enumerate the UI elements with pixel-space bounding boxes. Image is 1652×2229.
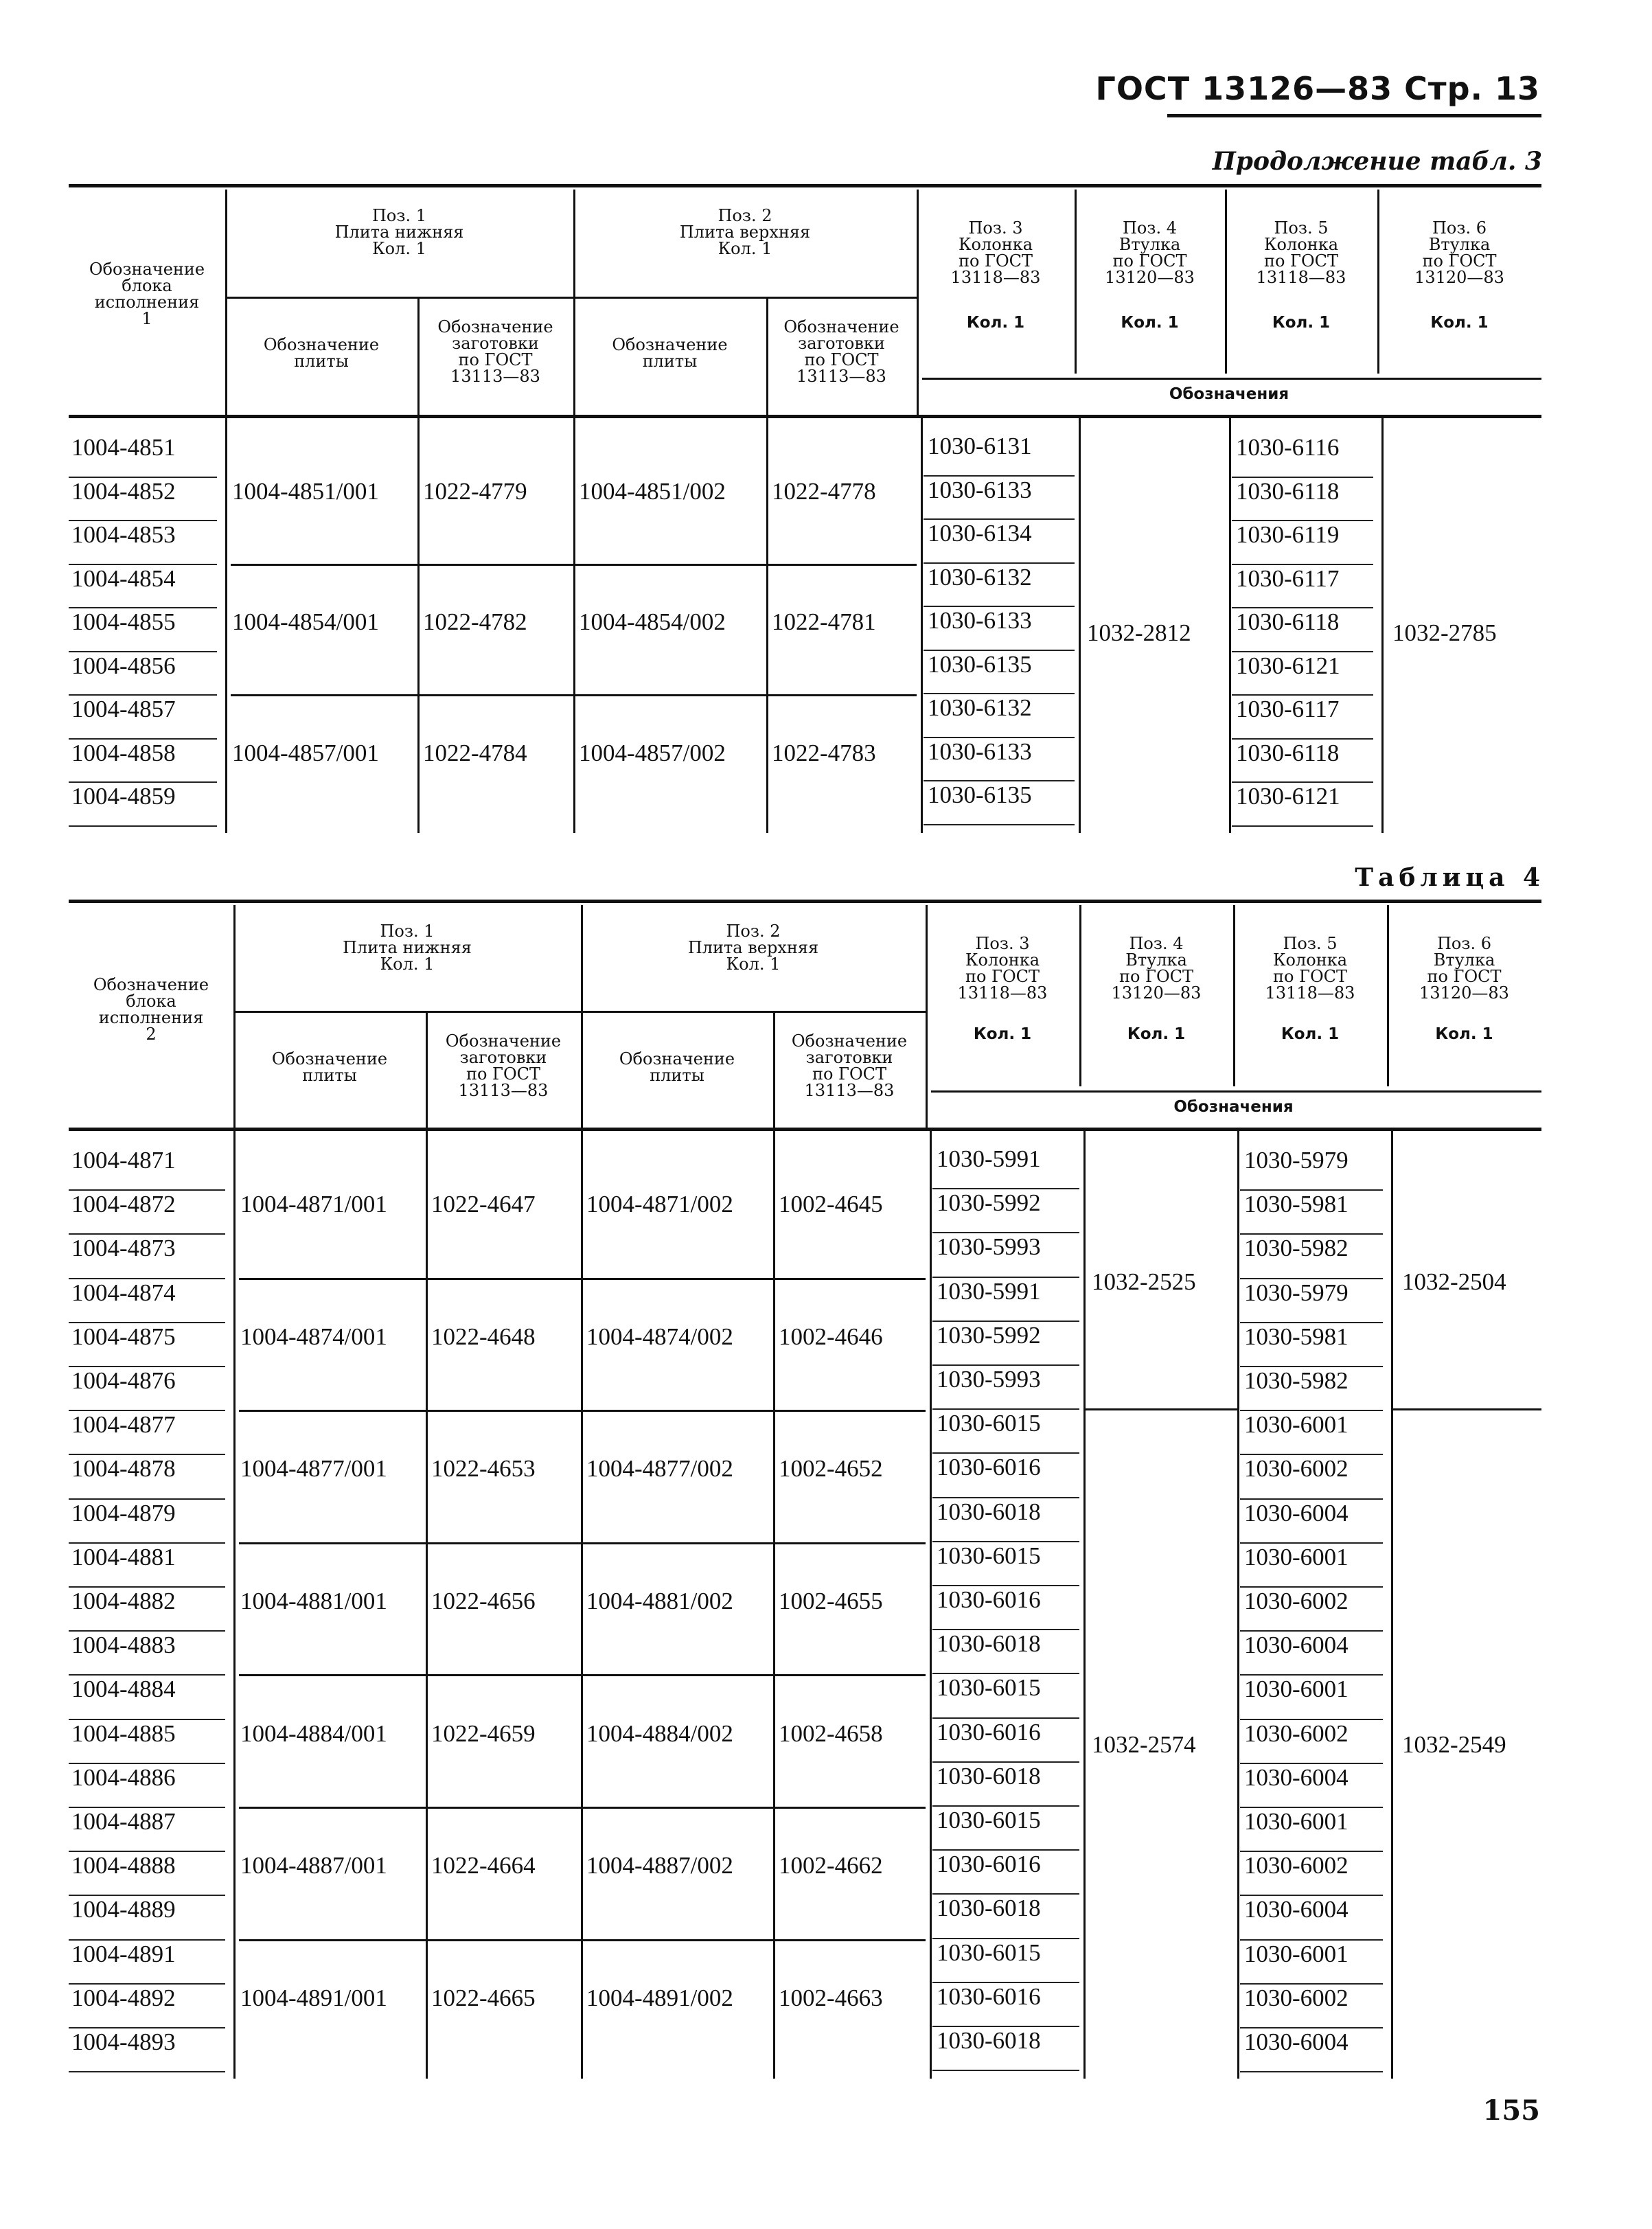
block-designation: 1004-4872 xyxy=(71,1191,176,1218)
pos3-column-designation: 1030-6133 xyxy=(928,476,1032,503)
pos5-column-designation: 1030-6001 xyxy=(1244,1676,1349,1703)
pos3-column-designation: 1030-6131 xyxy=(928,433,1032,459)
table-3 xyxy=(69,184,1541,843)
upper-plate-designation: 1004-4874/002 xyxy=(586,1323,733,1350)
upper-blank-designation: 1002-4662 xyxy=(779,1852,883,1879)
designations-header: Обозначения xyxy=(1173,1098,1294,1116)
block-designation: 1004-4857 xyxy=(71,696,176,722)
pos2-header: Поз. 2 Плита верхняя Кол. 1 xyxy=(679,206,811,258)
plate-group-rule xyxy=(231,564,917,566)
lower-plate-designation: 1004-4891/001 xyxy=(240,1984,387,2011)
body-col-divider xyxy=(1229,418,1231,833)
pos1-sub-rule xyxy=(225,297,573,299)
pos5-column-designation: 1030-5979 xyxy=(1244,1147,1349,1174)
pos5-column-designation: 1030-6116 xyxy=(1236,434,1340,461)
pos3-column-designation: 1030-5993 xyxy=(937,1366,1041,1393)
pos3-column-designation: 1030-6018 xyxy=(937,1895,1041,1922)
pos4-bushing-designation: 1032-2812 xyxy=(1087,619,1191,646)
body-col-divider xyxy=(1083,1131,1086,2079)
block-designation: 1004-4876 xyxy=(71,1367,176,1394)
upper-blank-designation: 1002-4652 xyxy=(779,1455,883,1483)
block-designation: 1004-4878 xyxy=(71,1455,176,1483)
lower-plate-designation: 1004-4884/001 xyxy=(240,1719,387,1747)
pos6-bushing-designation: 1032-2785 xyxy=(1392,619,1497,646)
body-col-divider xyxy=(426,1131,428,2079)
pos3-header: Поз. 3 Колонка по ГОСТ 13118—83 xyxy=(957,934,1048,1003)
pos3-column-designation: 1030-6015 xyxy=(937,1674,1041,1702)
pos3-header: Поз. 3 Колонка по ГОСТ 13118—83 xyxy=(950,218,1041,287)
block-designation: 1004-4859 xyxy=(71,783,176,810)
table-4 xyxy=(69,900,1541,2067)
block-designation: 1004-4874 xyxy=(71,1279,176,1306)
pos3-qty-header: Кол. 1 xyxy=(973,1025,1032,1043)
pos5-column-designation: 1030-6001 xyxy=(1244,1808,1349,1835)
pos6-header: Поз. 6 Втулка по ГОСТ 13120—83 xyxy=(1419,934,1509,1003)
upper-blank-designation: 1002-4655 xyxy=(779,1588,883,1614)
lower-blank-designation: 1022-4659 xyxy=(431,1719,536,1747)
designations-rule xyxy=(931,1090,1541,1093)
block-row-rule xyxy=(69,825,217,827)
upper-plate-designation: 1004-4854/002 xyxy=(579,608,726,635)
plate-group-rule xyxy=(239,1674,926,1676)
pos3-column-designation: 1030-6132 xyxy=(928,694,1032,721)
pos1-sub-rule xyxy=(233,1011,581,1013)
table-4-title: Таблица 4 xyxy=(1355,863,1545,892)
body-col-divider xyxy=(921,418,923,833)
block-designation: 1004-4877 xyxy=(71,1411,176,1439)
lower-blank-designation: 1022-4664 xyxy=(431,1852,536,1879)
pos5-column-designation: 1030-5982 xyxy=(1244,1235,1349,1262)
block-designation: 1004-4856 xyxy=(71,652,176,679)
pos5-column-designation: 1030-6001 xyxy=(1244,1940,1349,1967)
pos4-header: Поз. 4 Втулка по ГОСТ 13120—83 xyxy=(1111,934,1202,1003)
upper-plate-designation: 1004-4877/002 xyxy=(586,1455,733,1483)
upper-blank-designation: 1022-4783 xyxy=(772,739,876,766)
block-designation: 1004-4875 xyxy=(71,1323,176,1350)
plate-group-rule xyxy=(239,1410,926,1412)
pos3-column-designation: 1030-5992 xyxy=(937,1321,1041,1349)
body-col-divider xyxy=(417,418,420,833)
pos5-column-designation: 1030-6001 xyxy=(1244,1543,1349,1570)
body-col-divider xyxy=(233,1131,236,2079)
pos6-group-rule xyxy=(1392,1408,1541,1410)
designations-rule xyxy=(922,378,1541,380)
upper-plate-designation: 1004-4851/002 xyxy=(579,477,726,505)
upper-plate-designation: 1004-4891/002 xyxy=(586,1984,733,2011)
designations-header: Обозначения xyxy=(1169,385,1289,403)
pos3-column-designation: 1030-6018 xyxy=(937,2027,1041,2054)
pos5-qty-header: Кол. 1 xyxy=(1281,1025,1340,1043)
pos3-column-designation: 1030-6016 xyxy=(937,1851,1041,1878)
upper-blank-designation: 1002-4658 xyxy=(779,1719,883,1747)
pos3-row-rule xyxy=(932,2070,1079,2071)
pos3-column-designation: 1030-6015 xyxy=(937,1410,1041,1437)
upper-plate-designation: 1004-4857/002 xyxy=(579,739,726,766)
block-designation: 1004-4883 xyxy=(71,1632,176,1659)
pos5-column-designation: 1030-6002 xyxy=(1244,1984,1349,2011)
table-top-rule xyxy=(69,184,1541,187)
lower-plate-designation: 1004-4851/001 xyxy=(232,477,379,505)
header-bottom-rule xyxy=(69,415,1541,418)
plate-group-rule xyxy=(239,1542,926,1544)
block-designation: 1004-4879 xyxy=(71,1499,176,1527)
pos3-column-designation: 1030-6015 xyxy=(937,1542,1041,1569)
block-designation: 1004-4884 xyxy=(71,1676,176,1703)
pos1-blank-header: Обозначение заготовки по ГОСТ 13113—83 xyxy=(437,317,553,386)
pos3-column-designation: 1030-5991 xyxy=(937,1145,1041,1172)
pos4-qty-header: Кол. 1 xyxy=(1121,314,1179,332)
block-designation: 1004-4858 xyxy=(71,739,176,766)
pos3-column-designation: 1030-6015 xyxy=(937,1939,1041,1966)
pos3-column-designation: 1030-6016 xyxy=(937,1982,1041,2010)
pos2-header: Поз. 2 Плита верхняя Кол. 1 xyxy=(687,922,819,974)
block-designation: 1004-4892 xyxy=(71,1984,176,2011)
body-col-divider xyxy=(1381,418,1384,833)
body-col-divider xyxy=(1079,418,1081,833)
block-designation: 1004-4887 xyxy=(71,1808,176,1835)
pos3-column-designation: 1030-6135 xyxy=(928,650,1032,678)
pos4-qty-header: Кол. 1 xyxy=(1127,1025,1186,1043)
pos3-column-designation: 1030-6134 xyxy=(928,520,1032,547)
table-top-rule xyxy=(69,900,1541,903)
block-designation: 1004-4853 xyxy=(71,521,176,548)
pos5-column-designation: 1030-6117 xyxy=(1236,564,1340,592)
body-col-divider xyxy=(1237,1131,1239,2079)
pos6-qty-header: Кол. 1 xyxy=(1435,1025,1493,1043)
pos3-column-designation: 1030-6016 xyxy=(937,1718,1041,1746)
pos5-column-designation: 1030-5982 xyxy=(1244,1367,1349,1394)
plate-group-rule xyxy=(239,1278,926,1280)
upper-blank-designation: 1002-4646 xyxy=(779,1323,883,1350)
lower-plate-designation: 1004-4874/001 xyxy=(240,1323,387,1350)
block-designation: 1004-4871 xyxy=(71,1147,176,1174)
pos5-column-designation: 1030-6119 xyxy=(1236,521,1340,548)
upper-blank-designation: 1022-4778 xyxy=(772,477,876,505)
pos5-row-rule xyxy=(1232,825,1373,827)
pos5-column-designation: 1030-5981 xyxy=(1244,1323,1349,1350)
pos3-column-designation: 1030-6135 xyxy=(928,781,1032,808)
pos5-column-designation: 1030-6004 xyxy=(1244,2028,1349,2055)
block-designation: 1004-4854 xyxy=(71,564,176,592)
pos2-blank-header: Обозначение заготовки по ГОСТ 13113—83 xyxy=(791,1031,908,1100)
pos4-bushing-designation: 1032-2525 xyxy=(1092,1268,1196,1295)
pos3-column-designation: 1030-6133 xyxy=(928,607,1032,634)
pos5-column-designation: 1030-6117 xyxy=(1236,696,1340,722)
block-column-header: Обозначение блока исполнения 2 xyxy=(93,975,209,1044)
pos5-column-designation: 1030-6121 xyxy=(1236,783,1340,810)
block-designation: 1004-4855 xyxy=(71,608,176,635)
pos1-blank-header: Обозначение заготовки по ГОСТ 13113—83 xyxy=(445,1031,562,1100)
pos3-column-designation: 1030-6016 xyxy=(937,1586,1041,1613)
pos5-column-designation: 1030-6002 xyxy=(1244,1455,1349,1483)
block-designation: 1004-4852 xyxy=(71,477,176,505)
lower-blank-designation: 1022-4647 xyxy=(431,1191,536,1218)
lower-blank-designation: 1022-4653 xyxy=(431,1455,536,1483)
pos3-column-designation: 1030-6133 xyxy=(928,738,1032,765)
pos3-column-designation: 1030-5993 xyxy=(937,1233,1041,1261)
pos5-column-designation: 1030-6121 xyxy=(1236,652,1340,679)
lower-blank-designation: 1022-4665 xyxy=(431,1984,536,2011)
lower-blank-designation: 1022-4656 xyxy=(431,1588,536,1614)
page-header: ГОСТ 13126—83 Стр. 13 xyxy=(1095,70,1540,107)
pos5-column-designation: 1030-5979 xyxy=(1244,1279,1349,1306)
body-col-divider xyxy=(573,418,575,833)
block-designation: 1004-4882 xyxy=(71,1588,176,1614)
block-designation: 1004-4889 xyxy=(71,1896,176,1923)
pos5-column-designation: 1030-6004 xyxy=(1244,1632,1349,1659)
block-designation: 1004-4851 xyxy=(71,434,176,461)
pos6-header: Поз. 6 Втулка по ГОСТ 13120—83 xyxy=(1414,218,1504,287)
pos3-qty-header: Кол. 1 xyxy=(966,314,1025,332)
pos4-bushing-designation: 1032-2574 xyxy=(1092,1730,1196,1758)
block-designation: 1004-4885 xyxy=(71,1719,176,1747)
body-col-divider xyxy=(1391,1131,1393,2079)
lower-plate-designation: 1004-4857/001 xyxy=(232,739,379,766)
pos5-column-designation: 1030-6002 xyxy=(1244,1852,1349,1879)
upper-blank-designation: 1022-4781 xyxy=(772,608,876,635)
continuation-label: Продолжение табл. 3 xyxy=(1212,147,1542,176)
pos5-qty-header: Кол. 1 xyxy=(1272,314,1331,332)
pos5-header: Поз. 5 Колонка по ГОСТ 13118—83 xyxy=(1265,934,1355,1003)
body-col-divider xyxy=(581,1131,583,2079)
pos2-plate-header: Обозначение плиты xyxy=(619,1049,735,1085)
pos5-row-rule xyxy=(1240,2071,1383,2072)
pos5-column-designation: 1030-6118 xyxy=(1236,608,1340,635)
lower-blank-designation: 1022-4779 xyxy=(423,477,527,505)
pos3-column-designation: 1030-5992 xyxy=(937,1189,1041,1217)
pos3-column-designation: 1030-6132 xyxy=(928,563,1032,591)
upper-plate-designation: 1004-4871/002 xyxy=(586,1191,733,1218)
block-designation: 1004-4873 xyxy=(71,1235,176,1262)
lower-plate-designation: 1004-4881/001 xyxy=(240,1588,387,1614)
pos4-group-rule xyxy=(1085,1408,1237,1410)
pos5-column-designation: 1030-5981 xyxy=(1244,1191,1349,1218)
pos3-column-designation: 1030-5991 xyxy=(937,1277,1041,1305)
body-col-divider xyxy=(773,1131,775,2079)
block-designation: 1004-4888 xyxy=(71,1852,176,1879)
pos1-plate-header: Обозначение плиты xyxy=(263,335,380,371)
lower-plate-designation: 1004-4877/001 xyxy=(240,1455,387,1483)
pos5-column-designation: 1030-6002 xyxy=(1244,1719,1349,1747)
pos3-column-designation: 1030-6018 xyxy=(937,1630,1041,1658)
plate-group-rule xyxy=(239,1939,926,1941)
plate-group-rule xyxy=(231,694,917,696)
pos5-column-designation: 1030-6001 xyxy=(1244,1411,1349,1439)
pos3-column-designation: 1030-6018 xyxy=(937,1762,1041,1790)
pos2-sub-rule xyxy=(573,297,917,299)
block-designation: 1004-4893 xyxy=(71,2028,176,2055)
body-col-divider xyxy=(766,418,768,833)
header-bottom-rule xyxy=(69,1128,1541,1131)
pos3-column-designation: 1030-6018 xyxy=(937,1498,1041,1525)
lower-blank-designation: 1022-4784 xyxy=(423,739,527,766)
pos1-header: Поз. 1 Плита нижняя Кол. 1 xyxy=(343,922,472,974)
pos6-bushing-designation: 1032-2504 xyxy=(1402,1268,1506,1295)
lower-blank-designation: 1022-4648 xyxy=(431,1323,536,1350)
pos1-plate-header: Обозначение плиты xyxy=(271,1049,388,1085)
block-row-rule xyxy=(69,2071,225,2072)
pos3-row-rule xyxy=(923,824,1075,825)
pos5-column-designation: 1030-6118 xyxy=(1236,739,1340,766)
header-rule xyxy=(1167,114,1541,117)
body-col-divider xyxy=(225,418,227,833)
pos5-column-designation: 1030-6004 xyxy=(1244,1499,1349,1527)
lower-blank-designation: 1022-4782 xyxy=(423,608,527,635)
upper-plate-designation: 1004-4887/002 xyxy=(586,1852,733,1879)
pos5-header: Поз. 5 Колонка по ГОСТ 13118—83 xyxy=(1256,218,1346,287)
pos5-column-designation: 1030-6118 xyxy=(1236,477,1340,505)
pos3-column-designation: 1030-6016 xyxy=(937,1454,1041,1481)
block-designation: 1004-4886 xyxy=(71,1763,176,1791)
page-number: 155 xyxy=(1482,2094,1540,2127)
pos5-column-designation: 1030-6004 xyxy=(1244,1763,1349,1791)
block-column-header: Обозначение блока исполнения 1 xyxy=(89,260,205,328)
pos3-column-designation: 1030-6015 xyxy=(937,1807,1041,1833)
lower-plate-designation: 1004-4871/001 xyxy=(240,1191,387,1218)
pos2-sub-rule xyxy=(581,1011,926,1013)
body-col-divider xyxy=(930,1131,932,2079)
plate-group-rule xyxy=(239,1807,926,1809)
upper-plate-designation: 1004-4884/002 xyxy=(586,1719,733,1747)
pos5-column-designation: 1030-6002 xyxy=(1244,1588,1349,1614)
block-designation: 1004-4881 xyxy=(71,1543,176,1570)
upper-blank-designation: 1002-4645 xyxy=(779,1191,883,1218)
pos6-bushing-designation: 1032-2549 xyxy=(1402,1730,1506,1758)
pos2-plate-header: Обозначение плиты xyxy=(612,335,728,371)
lower-plate-designation: 1004-4887/001 xyxy=(240,1852,387,1879)
upper-blank-designation: 1002-4663 xyxy=(779,1984,883,2011)
upper-plate-designation: 1004-4881/002 xyxy=(586,1588,733,1614)
pos1-header: Поз. 1 Плита нижняя Кол. 1 xyxy=(334,206,464,258)
lower-plate-designation: 1004-4854/001 xyxy=(232,608,379,635)
block-designation: 1004-4891 xyxy=(71,1940,176,1967)
pos6-qty-header: Кол. 1 xyxy=(1430,314,1489,332)
pos5-column-designation: 1030-6004 xyxy=(1244,1896,1349,1923)
pos2-blank-header: Обозначение заготовки по ГОСТ 13113—83 xyxy=(783,317,899,386)
pos4-header: Поз. 4 Втулка по ГОСТ 13120—83 xyxy=(1105,218,1195,287)
